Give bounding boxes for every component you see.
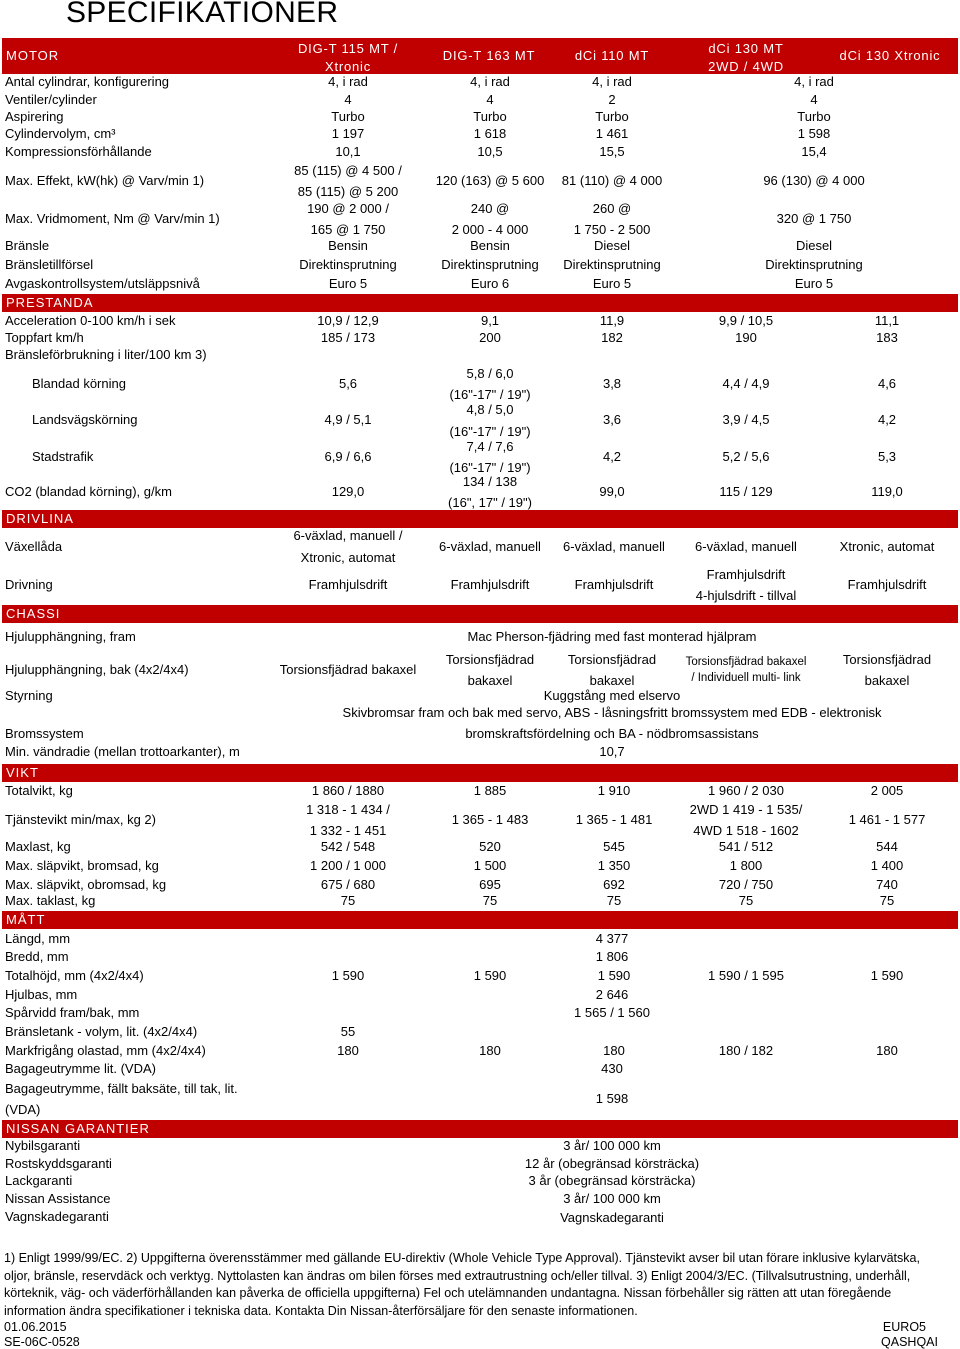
row-label: Acceleration 0-100 km/h i sek bbox=[5, 313, 176, 328]
cell: 182 bbox=[601, 330, 623, 345]
row-label: Bagageutrymme, fällt baksäte, till tak, lit. bbox=[5, 1081, 238, 1096]
cell: 692 bbox=[603, 877, 625, 892]
cell: Vagnskadegaranti bbox=[560, 1210, 664, 1225]
footer-euro: EURO5 bbox=[882, 1320, 926, 1334]
chassi-section-title: CHASSI bbox=[6, 606, 61, 621]
cell: 542 / 548 bbox=[320, 839, 376, 854]
row-label: Max. Vridmoment, Nm @ Varv/min 1) bbox=[5, 211, 220, 226]
cell: 4 bbox=[344, 92, 352, 107]
cell: 1 598 bbox=[797, 126, 831, 141]
row-label: Drivning bbox=[5, 577, 53, 592]
cell: 4 bbox=[810, 92, 818, 107]
garantier-section-title: NISSAN GARANTIER bbox=[6, 1121, 150, 1136]
cell: 9,9 / 10,5 bbox=[718, 313, 774, 328]
cell: 180 / 182 bbox=[718, 1043, 774, 1058]
cell: 6-växlad, manuell / bbox=[293, 528, 403, 543]
row-label: Max. släpvikt, obromsad, kg bbox=[5, 877, 167, 892]
row-label: (VDA) bbox=[5, 1102, 41, 1117]
cell: 1 590 bbox=[331, 968, 365, 983]
cell: 3 år/ 100 000 km bbox=[563, 1191, 661, 1206]
cell: 180 bbox=[479, 1043, 501, 1058]
cell: 55 bbox=[340, 1024, 356, 1039]
cell: 1 197 bbox=[331, 126, 365, 141]
cell: 190 @ 2 000 / bbox=[307, 201, 389, 216]
cell: 4,6 bbox=[877, 376, 897, 391]
cell: Framhjulsdrift bbox=[847, 577, 927, 592]
cell: (16"-17" / 19") bbox=[449, 460, 531, 475]
cell: 430 bbox=[601, 1061, 623, 1076]
cell: 185 / 173 bbox=[320, 330, 376, 345]
row-label: Tjänstevikt min/max, kg 2) bbox=[5, 812, 156, 827]
cell: 6-växlad, manuell bbox=[695, 539, 797, 554]
garantier-header-bar bbox=[2, 1120, 958, 1138]
cell: 1 400 bbox=[870, 858, 904, 873]
cell: 1 565 / 1 560 bbox=[574, 1005, 650, 1020]
cell: 6,9 / 6,6 bbox=[324, 449, 372, 464]
cell: Euro 5 bbox=[794, 276, 834, 291]
cell: 1 590 / 1 595 bbox=[708, 968, 784, 983]
cell: Framhjulsdrift bbox=[450, 577, 530, 592]
cell: Turbo bbox=[797, 109, 831, 124]
row-label: Landsvägskörning bbox=[32, 412, 138, 427]
cell: bakaxel bbox=[467, 673, 513, 688]
cell: bromskraftsfördelning och BA - nödbromsassistans bbox=[465, 726, 759, 741]
column-header-5: dCi 130 Xtronic bbox=[839, 48, 941, 63]
cell: (16", 17" / 19") bbox=[448, 495, 532, 510]
cell: 165 @ 1 750 bbox=[310, 222, 386, 237]
cell: Framhjulsdrift bbox=[308, 577, 388, 592]
cell: 183 bbox=[876, 330, 898, 345]
cell: 10,9 / 12,9 bbox=[317, 313, 379, 328]
cell: 1 461 bbox=[595, 126, 629, 141]
cell: 4-hjulsdrift - tillval bbox=[695, 588, 797, 603]
cell: 4,2 bbox=[602, 449, 622, 464]
footnote-text: 1) Enligt 1999/99/EC. 2) Uppgifterna överensstämmer med gällande EU-direktiv (Whole Vehicle Type Approval). Tjänstevikt avser bil utan förare inklusive kylarvätska, oljor, bränsle, reservdäck och verktyg. Nyttolasten kan ändras om bilen förses med extrautrustning och/eller tillval. 3) Enligt 2004/3/EC. (Tillvalsutrustning, underhåll, körteknik, väg- och väderförhållanden kan påverka de officiella uppgifterna) Fel och utelämnanden undantagna. Nissan förbehåller sig rätten att utan föregående information ändra specifikationer i tekniska data. Kontakta Din Nissan-återförsäljare för den senaste informationen. bbox=[4, 1251, 920, 1318]
cell: (16"-17" / 19") bbox=[449, 424, 531, 439]
cell: 85 (115) @ 4 500 / bbox=[294, 163, 402, 178]
cell: 695 bbox=[479, 877, 501, 892]
cell: 81 (110) @ 4 000 bbox=[561, 173, 663, 188]
cell: 1 806 bbox=[595, 949, 629, 964]
prestanda-header-bar bbox=[2, 294, 958, 312]
cell: 1 618 bbox=[473, 126, 507, 141]
row-label: Min. vändradie (mellan trottoarkanter), m bbox=[5, 744, 240, 759]
cell: 2 bbox=[608, 92, 616, 107]
cell: Turbo bbox=[331, 109, 365, 124]
cell: 75 bbox=[340, 893, 356, 908]
cell: 4, i rad bbox=[794, 74, 834, 89]
row-label: Avgaskontrollsystem/utsläppsnivå bbox=[5, 276, 200, 291]
cell: 1 590 bbox=[473, 968, 507, 983]
cell: 7,4 / 7,6 bbox=[466, 439, 514, 454]
cell: 1 332 - 1 451 bbox=[309, 823, 387, 838]
cell: Diesel bbox=[593, 238, 631, 253]
cell: Skivbromsar fram och bak med servo, ABS - låsningsfritt bromssystem med EDB - elektronisk bbox=[342, 705, 882, 720]
cell: 4, i rad bbox=[470, 74, 510, 89]
cell: 1 885 bbox=[473, 783, 507, 798]
cell: 85 (115) @ 5 200 bbox=[297, 184, 399, 199]
cell: 115 / 129 bbox=[719, 484, 773, 499]
cell: 6-växlad, manuell bbox=[439, 539, 541, 554]
cell: Torsionsfjädrad bakaxel bbox=[279, 662, 417, 677]
cell: 9,1 bbox=[480, 313, 500, 328]
row-label: Markfrigång olastad, mm (4x2/4x4) bbox=[5, 1043, 206, 1058]
cell: 134 / 138 bbox=[462, 474, 518, 489]
row-label: Maxlast, kg bbox=[5, 839, 71, 854]
cell: 200 bbox=[479, 330, 501, 345]
footer-model: QASHQAI bbox=[881, 1335, 938, 1349]
row-label: Bränsle bbox=[5, 238, 50, 253]
row-label: CO2 (blandad körning), g/km bbox=[5, 484, 172, 499]
cell: Direktinsprutning bbox=[563, 257, 661, 272]
row-label: Nybilsgaranti bbox=[5, 1138, 81, 1153]
cell: bakaxel bbox=[864, 673, 910, 688]
cell: Torsionsfjädrad bbox=[842, 652, 932, 667]
cell: 3,8 bbox=[602, 376, 622, 391]
cell: 1 590 bbox=[870, 968, 904, 983]
cell: Direktinsprutning bbox=[441, 257, 539, 272]
vikt-section-title: VIKT bbox=[6, 765, 39, 780]
cell: 129,0 bbox=[331, 484, 365, 499]
row-label: Växellåda bbox=[5, 539, 63, 554]
row-label: Bränsletillförsel bbox=[5, 257, 94, 272]
cell: 4,2 bbox=[877, 412, 897, 427]
vikt-header-bar bbox=[2, 764, 958, 782]
row-label: Antal cylindrar, konfigurering bbox=[5, 74, 170, 89]
consumption-subheading: Bränsleförbrukning i liter/100 km 3) bbox=[5, 347, 207, 362]
motor-header-bar bbox=[2, 38, 958, 74]
column-header-1: DIG-T 115 MT / Xtronic bbox=[297, 41, 399, 74]
cell: 11,1 bbox=[874, 313, 900, 328]
cell: 1 750 - 2 500 bbox=[573, 222, 651, 237]
cell: 1 318 - 1 434 / bbox=[306, 802, 390, 817]
cell: Turbo bbox=[595, 109, 629, 124]
cell: 541 / 512 bbox=[718, 839, 774, 854]
row-label: Hjulupphängning, bak (4x2/4x4) bbox=[5, 662, 189, 677]
row-label: Kompressionsförhållande bbox=[5, 144, 152, 159]
cell: 1 860 / 1880 bbox=[311, 783, 385, 798]
cell: 4WD 1 518 - 1602 bbox=[693, 823, 799, 838]
row-label: Cylindervolym, cm³ bbox=[5, 126, 116, 141]
cell: 3 år/ 100 000 km bbox=[563, 1138, 661, 1153]
prestanda-section-title: PRESTANDA bbox=[6, 295, 94, 310]
cell: 260 @ bbox=[592, 201, 632, 216]
cell: Torsionsfjädrad bbox=[567, 652, 657, 667]
cell: 75 bbox=[482, 893, 498, 908]
cell: 4,4 / 4,9 bbox=[722, 376, 770, 391]
cell: 75 bbox=[738, 893, 754, 908]
row-label: Lackgaranti bbox=[5, 1173, 73, 1188]
row-label: Totalvikt, kg bbox=[5, 783, 73, 798]
matt-section-title: MÅTT bbox=[6, 912, 46, 927]
cell: 4 377 bbox=[595, 931, 629, 946]
cell: 5,2 / 5,6 bbox=[722, 449, 770, 464]
row-label: Nissan Assistance bbox=[5, 1191, 111, 1206]
column-header-2: DIG-T 163 MT bbox=[442, 48, 536, 63]
cell: Euro 6 bbox=[470, 276, 510, 291]
cell: / Individuell multi- link bbox=[691, 672, 801, 684]
row-label: Blandad körning bbox=[32, 376, 126, 391]
cell: 12 år (obegränsad körsträcka) bbox=[524, 1156, 700, 1171]
cell: 5,6 bbox=[338, 376, 358, 391]
cell: Euro 5 bbox=[328, 276, 368, 291]
cell: 1 598 bbox=[595, 1091, 629, 1106]
cell: 1 960 / 2 030 bbox=[708, 783, 784, 798]
row-label: Totalhöjd, mm (4x2/4x4) bbox=[5, 968, 144, 983]
cell: 2 005 bbox=[870, 783, 904, 798]
cell: Bensin bbox=[328, 238, 368, 253]
cell: 11,9 bbox=[599, 313, 625, 328]
cell: 96 (130) @ 4 000 bbox=[763, 173, 865, 188]
cell: Torsionsfjädrad bbox=[445, 652, 535, 667]
cell: 4 bbox=[486, 92, 494, 107]
cell: 1 365 - 1 483 bbox=[451, 812, 529, 827]
cell: 190 bbox=[735, 330, 757, 345]
cell: 320 @ 1 750 bbox=[776, 211, 852, 226]
drivlina-section-title: DRIVLINA bbox=[6, 511, 74, 526]
drivlina-header-bar bbox=[2, 510, 958, 528]
cell: 1 590 bbox=[597, 968, 631, 983]
row-label: Bredd, mm bbox=[5, 949, 69, 964]
cell: 740 bbox=[876, 877, 898, 892]
cell: Torsionsfjädrad bakaxel bbox=[685, 656, 807, 668]
cell: 5,8 / 6,0 bbox=[466, 366, 514, 381]
cell: Framhjulsdrift bbox=[574, 577, 654, 592]
motor-section-title: MOTOR bbox=[6, 48, 60, 63]
row-label: Hjulupphängning, fram bbox=[5, 629, 136, 644]
cell: Diesel bbox=[795, 238, 833, 253]
cell: 675 / 680 bbox=[320, 877, 376, 892]
cell: 1 910 bbox=[597, 783, 631, 798]
cell: 3 år (obegränsad körsträcka) bbox=[528, 1173, 696, 1188]
cell: 1 800 bbox=[729, 858, 763, 873]
row-label: Rostskyddsgaranti bbox=[5, 1156, 112, 1171]
cell: 240 @ bbox=[470, 201, 510, 216]
cell: 180 bbox=[337, 1043, 359, 1058]
cell: 2WD 1 419 - 1 535/ bbox=[689, 802, 803, 817]
cell: 520 bbox=[479, 839, 501, 854]
cell: 545 bbox=[603, 839, 625, 854]
cell: Turbo bbox=[473, 109, 507, 124]
row-label: Styrning bbox=[5, 688, 53, 703]
row-label: Stadstrafik bbox=[32, 449, 94, 464]
cell: Euro 5 bbox=[592, 276, 632, 291]
cell: 180 bbox=[876, 1043, 898, 1058]
cell: 75 bbox=[879, 893, 895, 908]
cell: 6-växlad, manuell bbox=[563, 539, 665, 554]
cell: 1 365 - 1 481 bbox=[575, 812, 653, 827]
cell: bakaxel bbox=[589, 673, 635, 688]
cell: 4, i rad bbox=[328, 74, 368, 89]
cell: 75 bbox=[606, 893, 622, 908]
cell: 99,0 bbox=[599, 484, 625, 499]
column-header-3: dCi 110 MT bbox=[574, 48, 650, 63]
row-label: Bromssystem bbox=[5, 726, 84, 741]
cell: 1 350 bbox=[597, 858, 631, 873]
cell: 4,9 / 5,1 bbox=[324, 412, 372, 427]
row-label: Längd, mm bbox=[5, 931, 71, 946]
cell: 720 / 750 bbox=[718, 877, 774, 892]
matt-header-bar bbox=[2, 911, 958, 929]
row-label: Hjulbas, mm bbox=[5, 987, 78, 1002]
cell: 544 bbox=[876, 839, 898, 854]
footer-code: SE-06C-0528 bbox=[4, 1335, 80, 1349]
cell: 180 bbox=[603, 1043, 625, 1058]
cell: 10,1 bbox=[335, 144, 361, 159]
row-label: Aspirering bbox=[5, 109, 64, 124]
cell: 1 461 - 1 577 bbox=[848, 812, 926, 827]
row-label: Bagageutrymme lit. (VDA) bbox=[5, 1061, 156, 1076]
cell: Direktinsprutning bbox=[299, 257, 397, 272]
row-label: Max. Effekt, kW(hk) @ Varv/min 1) bbox=[5, 173, 205, 188]
cell: (16"-17" / 19") bbox=[449, 387, 531, 402]
cell: 4, i rad bbox=[592, 74, 632, 89]
cell: 1 500 bbox=[473, 858, 507, 873]
row-label: Bränsletank - volym, lit. (4x2/4x4) bbox=[5, 1024, 198, 1039]
cell: Xtronic, automat bbox=[300, 550, 396, 565]
cell: 15,5 bbox=[599, 144, 625, 159]
page-title: SPECIFIKATIONER bbox=[66, 0, 339, 29]
cell: 2 646 bbox=[595, 987, 629, 1002]
cell: 2 000 - 4 000 bbox=[451, 222, 529, 237]
row-label: Ventiler/cylinder bbox=[5, 92, 97, 107]
cell: 1 200 / 1 000 bbox=[310, 858, 386, 873]
cell: 10,7 bbox=[599, 744, 625, 759]
chassi-header-bar bbox=[2, 605, 958, 623]
cell: Kuggstång med elservo bbox=[543, 688, 681, 703]
cell: Framhjulsdrift bbox=[706, 567, 786, 582]
row-label: Toppfart km/h bbox=[5, 330, 84, 345]
cell: 5,3 bbox=[877, 449, 897, 464]
cell: Direktinsprutning bbox=[765, 257, 863, 272]
cell: 15,4 bbox=[801, 144, 827, 159]
cell: 3,9 / 4,5 bbox=[722, 412, 770, 427]
column-header-4: dCi 130 MT 2WD / 4WD bbox=[708, 41, 784, 74]
cell: Xtronic, automat bbox=[839, 539, 935, 554]
row-label: Max. släpvikt, bromsad, kg bbox=[5, 858, 159, 873]
row-label: Max. taklast, kg bbox=[5, 893, 96, 908]
cell: 4,8 / 5,0 bbox=[466, 402, 514, 417]
cell: Bensin bbox=[470, 238, 510, 253]
cell: Mac Pherson-fjädring med fast monterad hjälpram bbox=[467, 629, 757, 644]
row-label: Vagnskadegaranti bbox=[5, 1209, 109, 1224]
cell: 3,6 bbox=[602, 412, 622, 427]
row-label: Spårvidd fram/bak, mm bbox=[5, 1005, 140, 1020]
cell: 10,5 bbox=[477, 144, 503, 159]
cell: 119,0 bbox=[871, 484, 903, 499]
footer-date: 01.06.2015 bbox=[4, 1320, 67, 1334]
cell: 120 (163) @ 5 600 bbox=[435, 173, 545, 188]
